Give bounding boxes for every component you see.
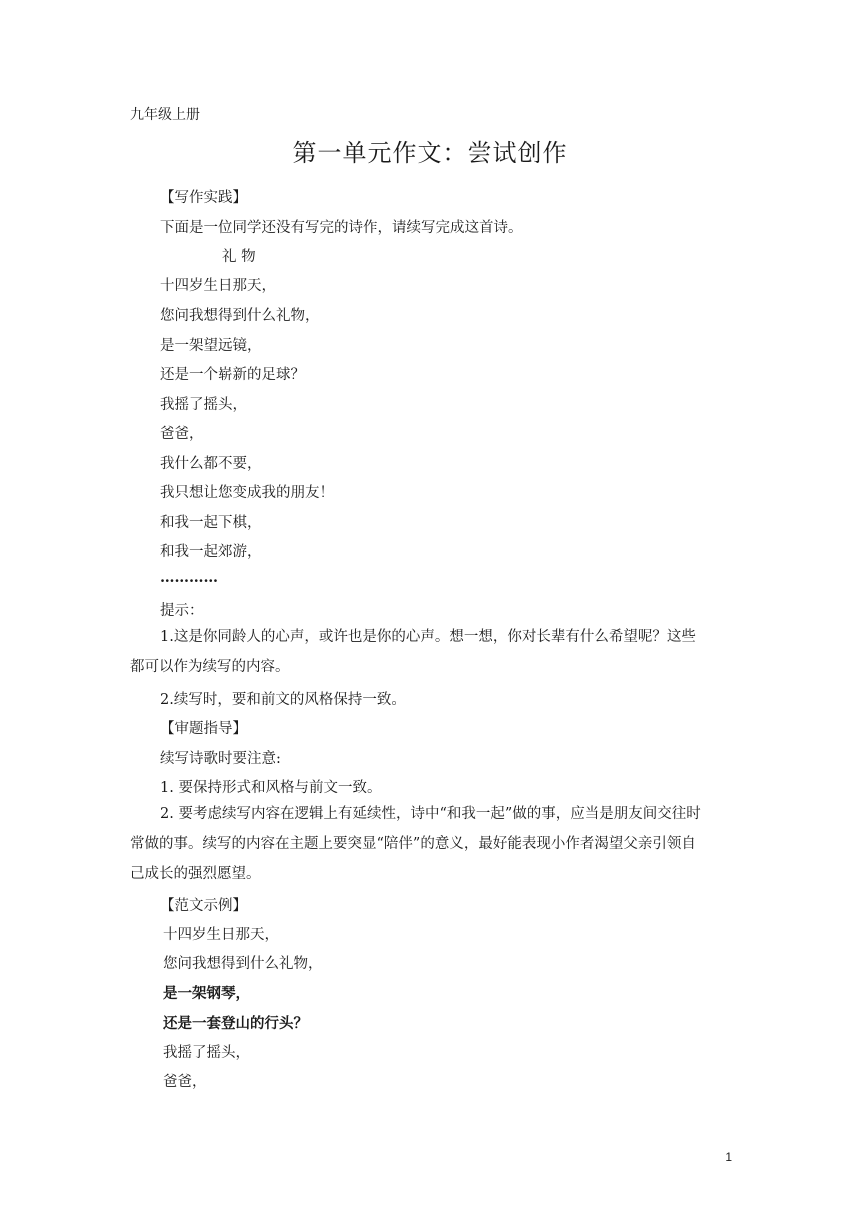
hint-item-2: 2.续写时，要和前文的风格保持一致。 [160,692,406,708]
hint-item-1: 1.这是你同龄人的心声，或许也是你的心声。想一想，你对长辈有什么希望呢？这些都可以作为续写的内容。 [130,629,696,675]
poem-line: 我什么都不要， [160,456,262,472]
guide-item-1: 1. 要保持形式和风格与前文一致。 [160,780,382,796]
example-line: 还是一套登山的行头？ [163,1015,308,1032]
guide-item-2: 2. 要考虑续写内容在逻辑上有延续性，诗中“和我一起”做的事，应当是朋友间交往时常做的事。续写的内容在主题上要突显“陪伴”的意义，最好能表现小作者渴望父亲引领自己成长的强烈愿望。 [130,806,701,882]
grade-header: 九年级上册 [130,107,200,123]
example-line: 十四岁生日那天， [163,927,279,943]
poem-line: 您问我想得到什么礼物， [160,308,320,324]
example-line: 您问我想得到什么礼物， [163,956,323,972]
page-number: 1 [725,1150,732,1164]
poem-line: 和我一起下棋， [160,515,262,531]
poem-line: 我摇了摇头， [160,397,247,413]
poem-line: 和我一起郊游， [160,544,262,560]
poem-line: 爸爸， [160,426,204,442]
poem-line: 我只想让您变成我的朋友！ [160,485,334,501]
example-line: 爸爸， [163,1074,207,1090]
example-line: 是一架钢琴， [163,985,250,1002]
poem-line: 十四岁生日那天， [160,278,276,294]
hint-label: 提示： [160,603,204,619]
poem-ellipsis: ………… [160,569,218,586]
practice-heading: 【写作实践】 [160,190,247,206]
poem-line: 是一架望远镜， [160,338,262,354]
example-heading: 【范文示例】 [160,898,247,914]
page-title: 第一单元作文：尝试创作 [292,139,568,167]
guide-heading: 【审题指导】 [160,721,247,737]
example-line: 我摇了摇头， [163,1045,250,1061]
practice-intro: 下面是一位同学还没有写完的诗作，请续写完成这首诗。 [160,220,523,236]
guide-intro: 续写诗歌时要注意: [160,751,281,767]
poem-title: 礼 物 [222,249,256,265]
poem-line: 还是一个崭新的足球？ [160,367,305,383]
